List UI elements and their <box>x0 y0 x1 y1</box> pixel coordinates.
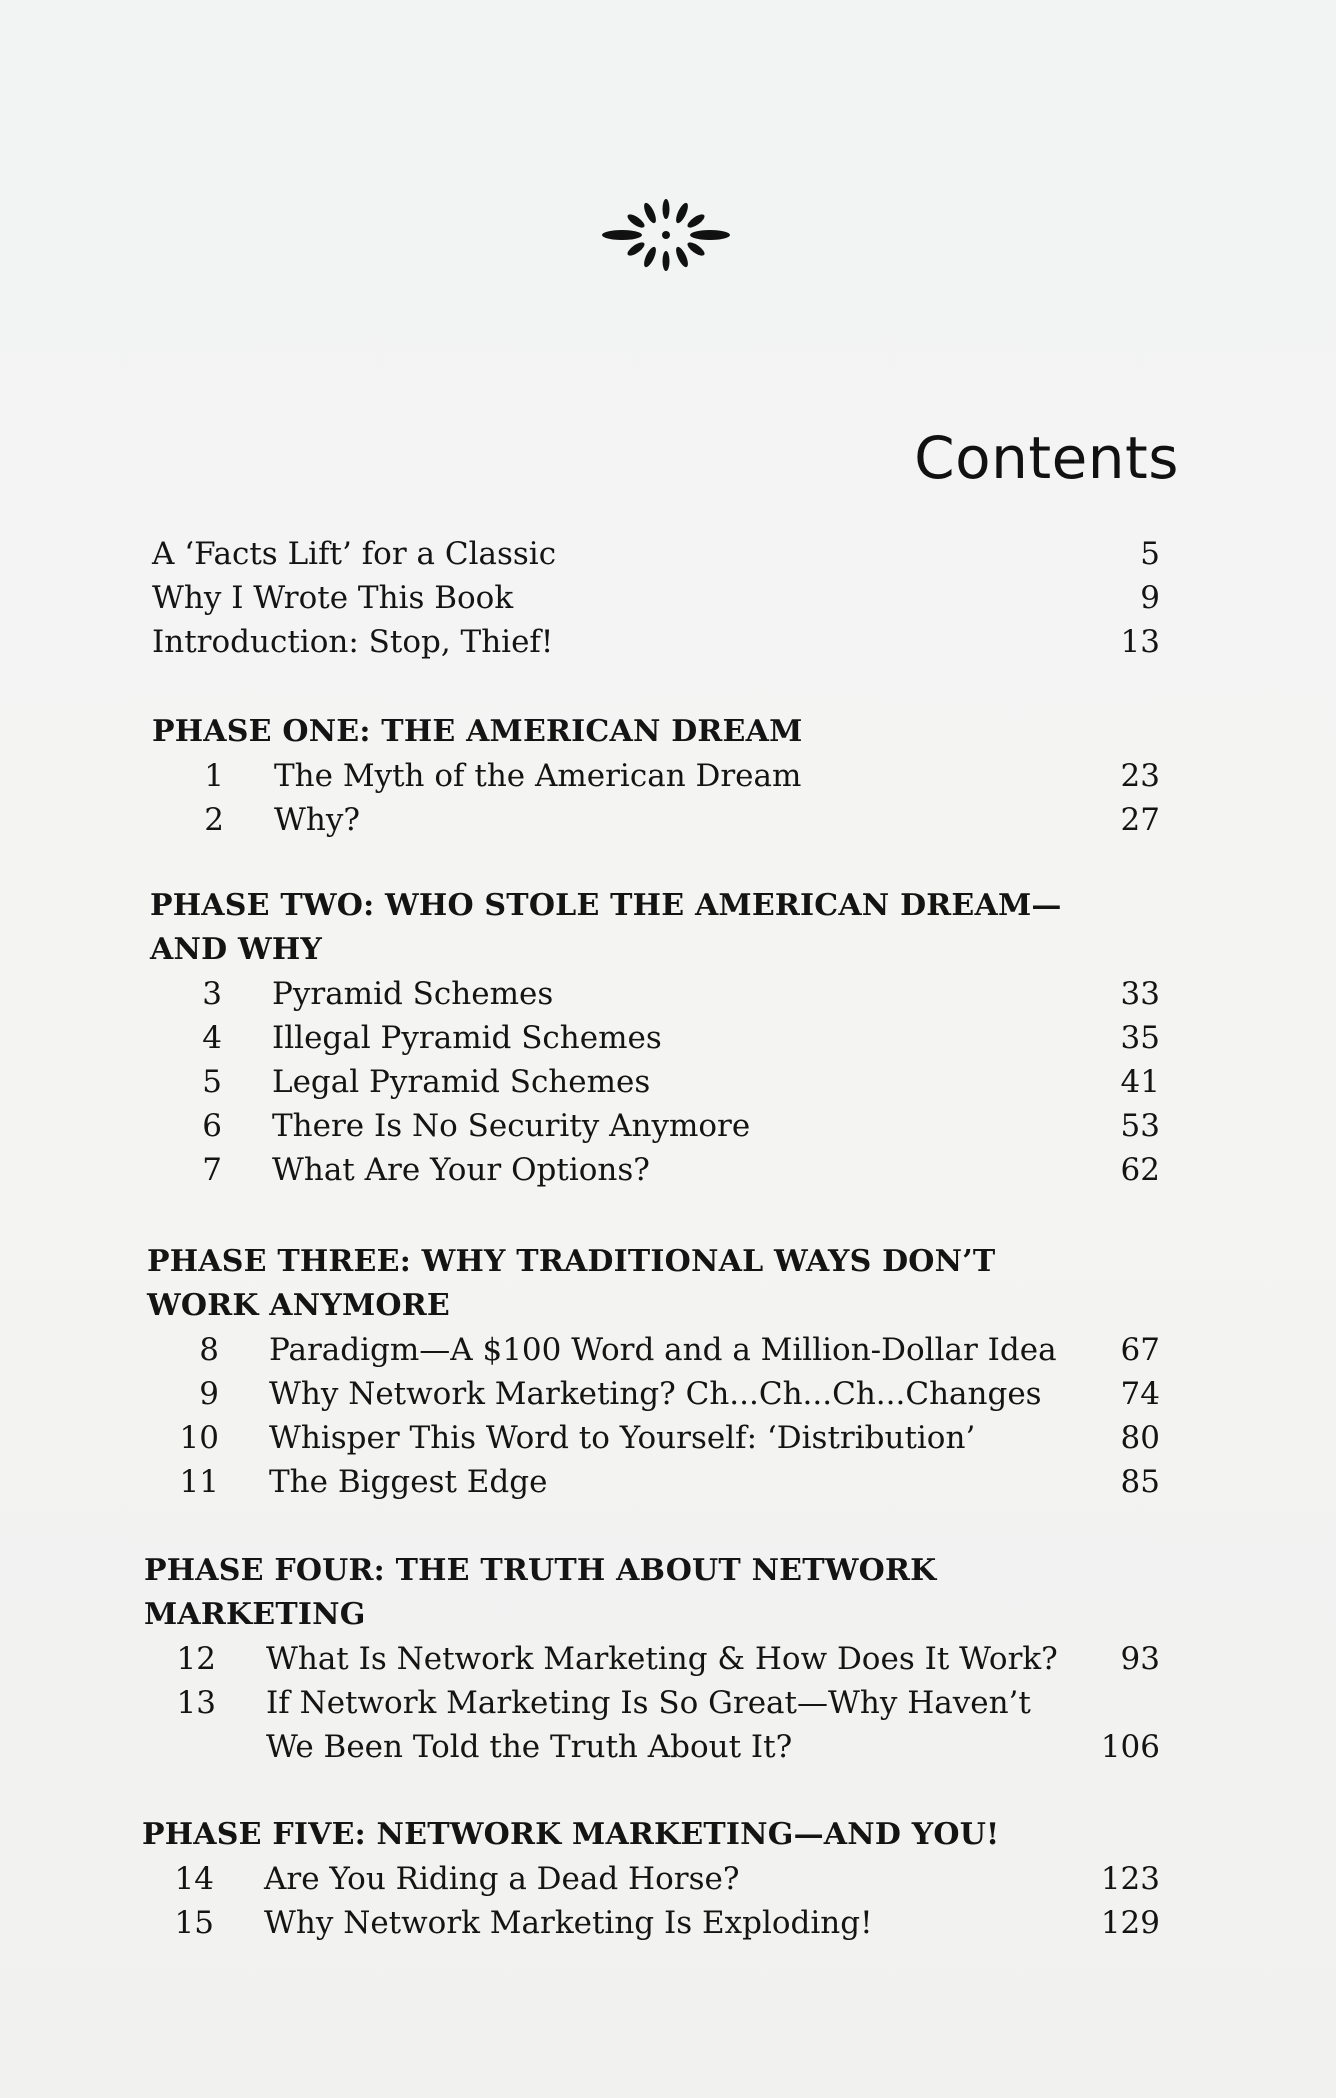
page-number: 53 <box>1120 1108 1160 1144</box>
chapter-number: 6 <box>202 1108 222 1144</box>
chapter-row <box>0 1901 1336 1945</box>
page-number: 23 <box>1120 758 1160 794</box>
chapter-title: Why Network Marketing Is Exploding! <box>264 1905 873 1941</box>
chapter-title: Legal Pyramid Schemes <box>272 1064 651 1100</box>
page-number: 62 <box>1120 1152 1160 1188</box>
chapter-row <box>0 798 1336 842</box>
chapter-title: We Been Told the Truth About It? <box>266 1729 793 1765</box>
chapter-number: 4 <box>202 1020 222 1056</box>
chapter-row <box>0 1148 1336 1192</box>
front-matter-title: A ‘Facts Lift’ for a Classic <box>152 536 557 572</box>
chapter-row <box>0 1416 1336 1460</box>
front-matter-title: Introduction: Stop, Thief! <box>152 624 554 660</box>
front-matter-title: Why I Wrote This Book <box>152 580 514 616</box>
chapter-title: There Is No Security Anymore <box>272 1108 751 1144</box>
page-number: 13 <box>1120 624 1160 660</box>
front-matter-row <box>0 532 1336 576</box>
chapter-title: What Are Your Options? <box>272 1152 650 1188</box>
page-number: 35 <box>1120 1020 1160 1056</box>
page-number: 41 <box>1120 1064 1160 1100</box>
page-number: 5 <box>1140 536 1160 572</box>
phase-heading: PHASE ONE: THE AMERICAN DREAM <box>152 714 803 749</box>
floral-ornament-icon <box>598 195 734 275</box>
chapter-row <box>0 1104 1336 1148</box>
chapter-title: Why Network Marketing? Ch...Ch...Ch...Changes <box>269 1376 1042 1412</box>
chapter-row <box>0 1681 1336 1769</box>
phase-heading: AND WHY <box>150 932 323 967</box>
page-number: 74 <box>1120 1376 1160 1412</box>
page-number: 123 <box>1100 1861 1160 1897</box>
chapter-number: 3 <box>202 976 222 1012</box>
chapter-title: The Myth of the American Dream <box>274 758 802 794</box>
chapter-title: If Network Marketing Is So Great—Why Haven’t <box>266 1685 1031 1721</box>
page-number: 80 <box>1120 1420 1160 1456</box>
page-title: Contents <box>914 424 1179 492</box>
chapter-title: The Biggest Edge <box>269 1464 548 1500</box>
chapter-title: Pyramid Schemes <box>272 976 554 1012</box>
chapter-number: 7 <box>202 1152 222 1188</box>
phase-heading: PHASE THREE: WHY TRADITIONAL WAYS DON’T <box>147 1244 996 1279</box>
page-number: 129 <box>1100 1905 1160 1941</box>
chapter-title: Illegal Pyramid Schemes <box>272 1020 662 1056</box>
chapter-number: 9 <box>199 1376 219 1412</box>
chapter-row <box>0 1460 1336 1504</box>
chapter-number: 12 <box>176 1641 216 1677</box>
page-number: 67 <box>1120 1332 1160 1368</box>
page-number: 27 <box>1120 802 1160 838</box>
page-number: 9 <box>1140 580 1160 616</box>
chapter-number: 1 <box>204 758 224 794</box>
chapter-row <box>0 1637 1336 1681</box>
chapter-row <box>0 1857 1336 1901</box>
phase-heading: MARKETING <box>144 1597 366 1632</box>
chapter-row <box>0 1016 1336 1060</box>
page-number: 85 <box>1120 1464 1160 1500</box>
phase-heading: PHASE FOUR: THE TRUTH ABOUT NETWORK <box>144 1553 937 1588</box>
phase-heading: WORK ANYMORE <box>147 1288 450 1323</box>
front-matter-row <box>0 620 1336 664</box>
page-number: 106 <box>1100 1729 1160 1765</box>
chapter-title: Paradigm—A $100 Word and a Million-Dollar Idea <box>269 1332 1057 1368</box>
chapter-number: 2 <box>204 802 224 838</box>
chapter-number: 15 <box>174 1905 214 1941</box>
chapter-title: Whisper This Word to Yourself: ‘Distribution’ <box>269 1420 976 1456</box>
chapter-row <box>0 1060 1336 1104</box>
chapter-row <box>0 1328 1336 1372</box>
chapter-title: What Is Network Marketing & How Does It Work? <box>266 1641 1058 1677</box>
phase-heading: PHASE TWO: WHO STOLE THE AMERICAN DREAM— <box>150 888 1062 923</box>
phase-heading: PHASE FIVE: NETWORK MARKETING—AND YOU! <box>142 1817 1000 1852</box>
page-number: 93 <box>1120 1641 1160 1677</box>
chapter-row <box>0 1372 1336 1416</box>
chapter-number: 8 <box>199 1332 219 1368</box>
chapter-title: Are You Riding a Dead Horse? <box>264 1861 740 1897</box>
chapter-number: 5 <box>202 1064 222 1100</box>
chapter-number: 14 <box>174 1861 214 1897</box>
chapter-number: 13 <box>176 1685 216 1721</box>
page-number: 33 <box>1120 976 1160 1012</box>
front-matter-row <box>0 576 1336 620</box>
chapter-row <box>0 754 1336 798</box>
chapter-number: 10 <box>179 1420 219 1456</box>
chapter-title: Why? <box>274 802 360 838</box>
chapter-row <box>0 972 1336 1016</box>
chapter-number: 11 <box>179 1464 219 1500</box>
